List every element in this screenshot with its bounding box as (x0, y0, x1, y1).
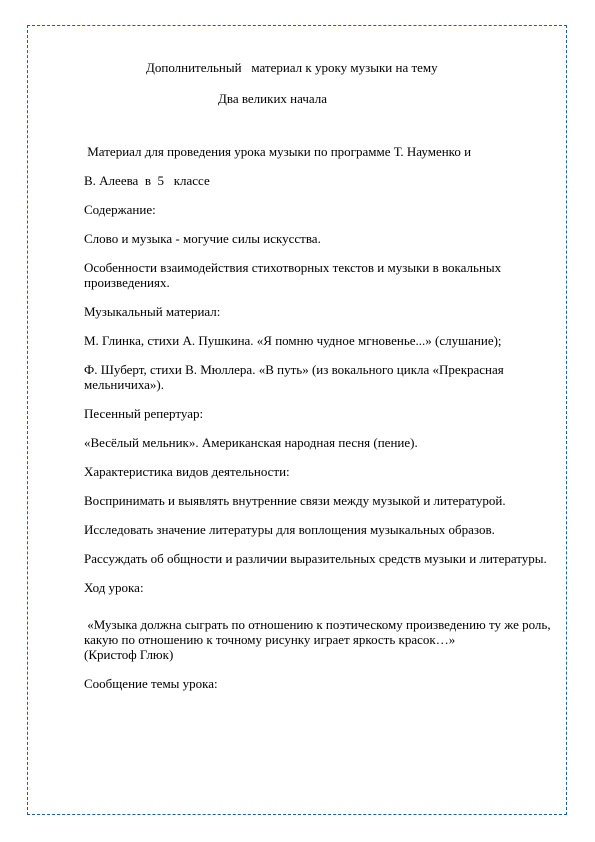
heading-lesson-topic: Сообщение темы урока: (84, 676, 218, 691)
quote-line-1: «Музыка должна сыграть по отношению к поэтическому произведению ту же роль, (84, 617, 551, 632)
paragraph-perceive: Воспринимать и выявлять внутренние связи между музыкой и литературой. (84, 493, 506, 508)
document-title: Дополнительный материал к уроку музыки на тему (146, 60, 438, 75)
paragraph-schubert: Ф. Шуберт, стихи В. Мюллера. «В путь» (из вокального цикла «Прекрасная мельничиха»). (84, 362, 508, 392)
paragraph-theme: Слово и музыка - могучие силы искусства. (84, 231, 321, 246)
epigraph-quote (84, 617, 554, 662)
heading-lesson-course: Ход урока: (84, 580, 144, 595)
paragraph-glinka: М. Глинка, стихи А. Пушкина. «Я помню чудное мгновенье...» (слушание); (84, 333, 502, 348)
quote-line-2: какую по отношению к точному рисунку играет яркость красок…» (84, 632, 456, 647)
document-subtitle: Два великих начала (218, 91, 328, 106)
paragraph-research: Исследовать значение литературы для воплощения музыкальных образов. (84, 522, 495, 537)
paragraph-miller-song: «Весёлый мельник». Американская народная песня (пение). (84, 435, 418, 450)
paragraph-features: Особенности взаимодействия стихотворных текстов и музыки в вокальных произведениях. (84, 260, 505, 290)
document-body (84, 60, 554, 691)
heading-contents: Содержание: (84, 202, 156, 217)
paragraph-reason: Рассуждать об общности и различии выразительных средств музыки и литературы. (84, 551, 547, 566)
heading-activities: Характеристика видов деятельности: (84, 464, 290, 479)
paragraph-program: Материал для проведения урока музыки по программе Т. Науменко и (84, 144, 472, 159)
paragraph-grade: В. Алеева в 5 классе (84, 173, 210, 188)
heading-song-repertoire: Песенный репертуар: (84, 406, 204, 421)
quote-author: (Кристоф Глюк) (84, 647, 174, 662)
heading-music-material: Музыкальный материал: (84, 304, 221, 319)
